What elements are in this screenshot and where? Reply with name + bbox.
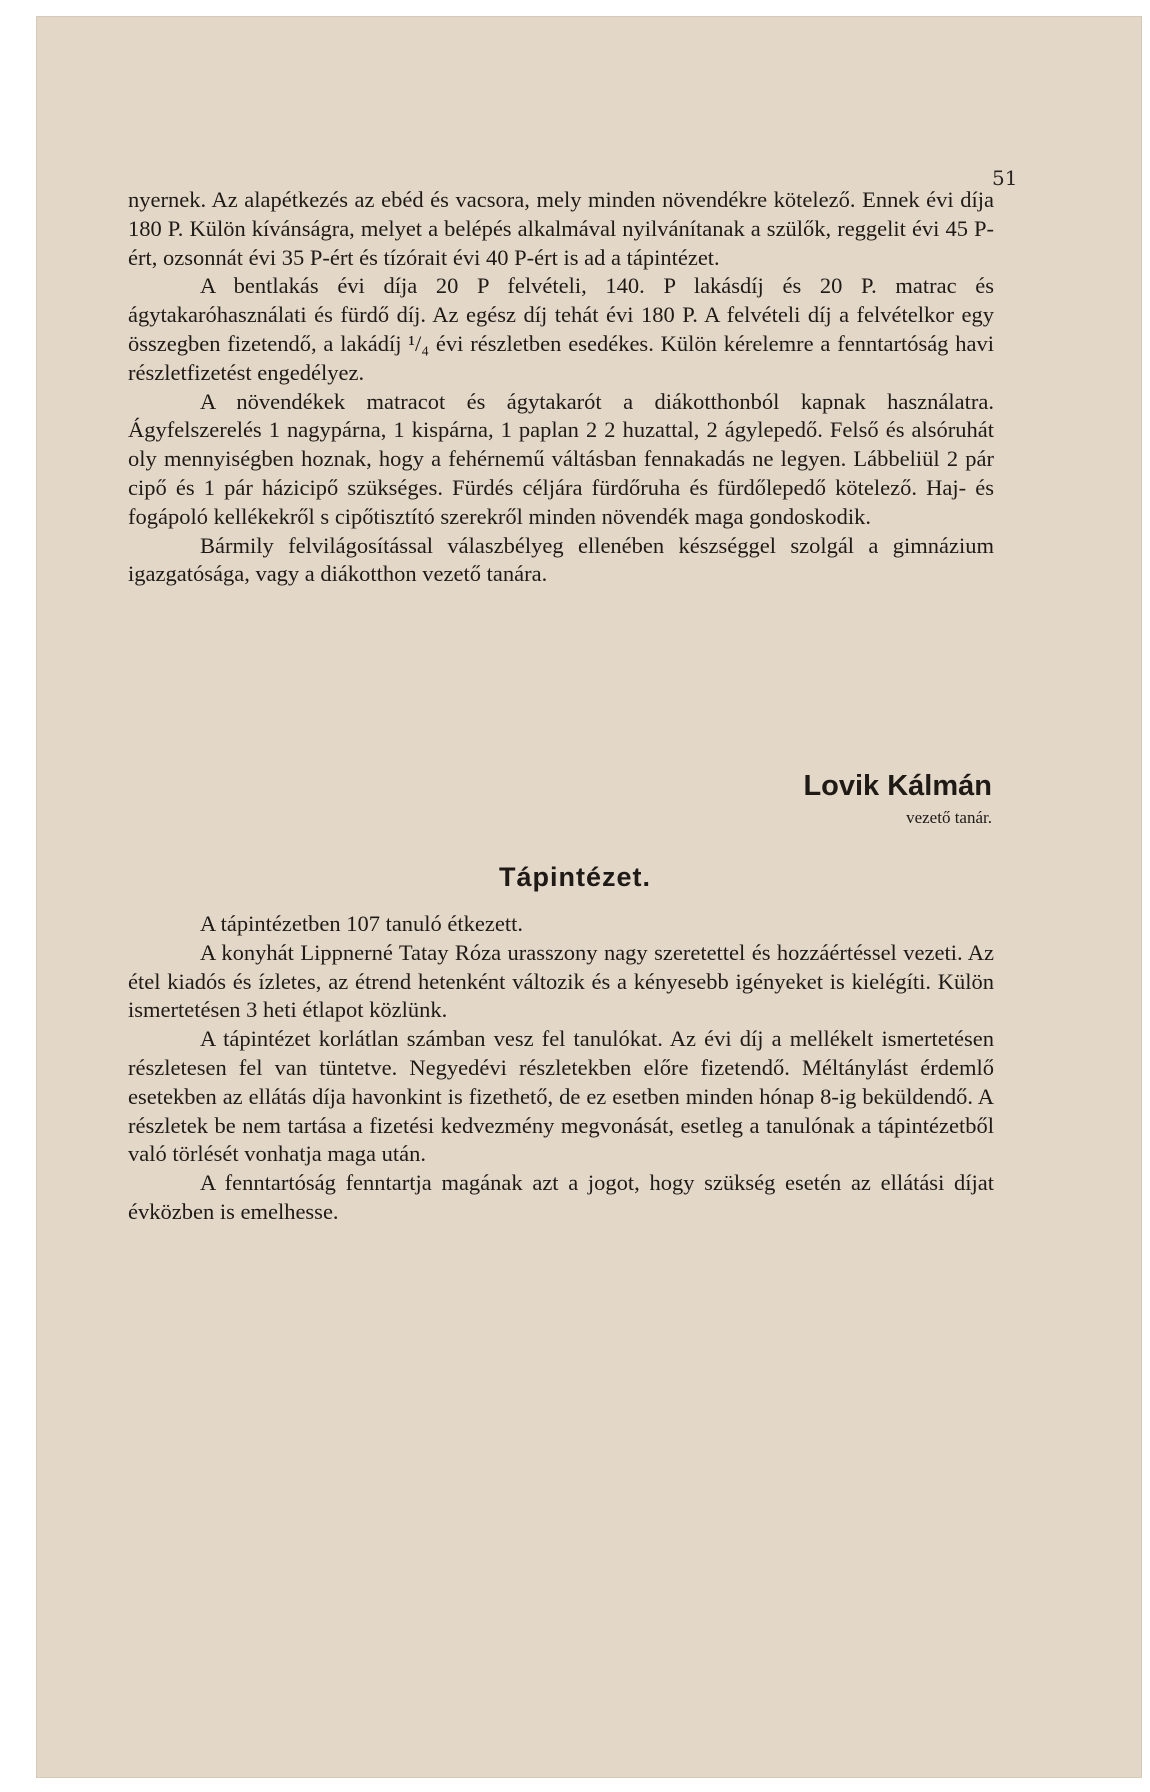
paragraph-information: Bármily felvilágosítással válaszbélyeg ellenében készséggel szolgál a gimnázium igazgatósága, vagy a diákotthon vezető tanára. bbox=[128, 532, 994, 587]
paragraph-boarding-fees: A bentlakás évi díja 20 P felvételi, 140. P lakásdíj és 20 P. matrac és ágytakaróhasználati és fürdő díj. Az egész díj tehát évi 180 P. A felvételi díj a felvételkor egy összegben fizetendő, a lakádíj ¹/₄ évi részletben esedékes. Külön kérelemre a fenntartóság havi részletfizetést engedélyez. bbox=[128, 273, 994, 385]
paragraph-bedding: A növendékek matracot és ágytakarót a diákotthonból kapnak használatra. Ágyfelszerelés 1 nagypárna, 1 kispárna, 1 paplan 2 2 huzattal, 2 ágylepedő. Felső és alsóruhát oly mennyiségben hoznak, hogy a fehérnemű váltásban fennakadás ne legyen. Lábbeliül 2 pár cipő és 1 pár házicipő szükséges. Fürdés céljára fürdőruha és fürdőlepedő kötelező. Haj- és fogápoló kellékekről s cipőtisztító szerekről minden növendék maga gondoskodik. bbox=[128, 388, 994, 529]
page-number: 51 bbox=[992, 166, 1018, 190]
section-heading: Tápintézet. bbox=[498, 862, 651, 892]
body-text-upper bbox=[128, 186, 994, 589]
signature-name: Lovik Kálmán bbox=[803, 770, 992, 802]
paragraph-students-count: A tápintézetben 107 tanuló étkezett. bbox=[200, 911, 524, 936]
signature-role: vezető tanár. bbox=[906, 808, 992, 827]
paragraph-fees: A tápintézet korlátlan számban vesz fel tanulókat. Az évi díj a mellékelt ismertetésen részletesen fel van tüntetve. Negyedévi részletekben előre fizetendő. Méltánylást érdemlő esetekben az ellátás díja havonkint is fizethető, de ez esetben minden hónap 8-ig beküldendő. A részletek be nem tartása a fizetési kedvezmény megvonását, esetleg a tanulónak a tápintézetből való törlését vonhatja maga után. bbox=[128, 1026, 994, 1167]
paragraph-meals: nyernek. Az alapétkezés az ebéd és vacsora, mely minden növendékre kötelező. Ennek évi díja 180 P. Külön kívánságra, melyet a belépés alkalmával nyilvánítanak a szülők, reggelit évi 45 P-ért, ozsonnát évi 35 P-ért és tízórait évi 40 P-ért is ad a tápintézet. bbox=[128, 187, 994, 270]
body-text-lower bbox=[128, 910, 994, 1227]
paragraph-kitchen: A konyhát Lippnerné Tatay Róza urasszony nagy szeretettel és hozzáértéssel vezeti. Az étel kiadós és ízletes, az étrend hetenként változik és a kényesebb igényeket is kielégíti. Külön ismertetésen 3 heti étlapot közlünk. bbox=[128, 939, 994, 1023]
signature-block bbox=[803, 768, 992, 828]
paragraph-price-change: A fenntartóság fenntartja magának azt a jogot, hogy szükség esetén az ellátási díjat évközben is emelhesse. bbox=[128, 1170, 994, 1224]
